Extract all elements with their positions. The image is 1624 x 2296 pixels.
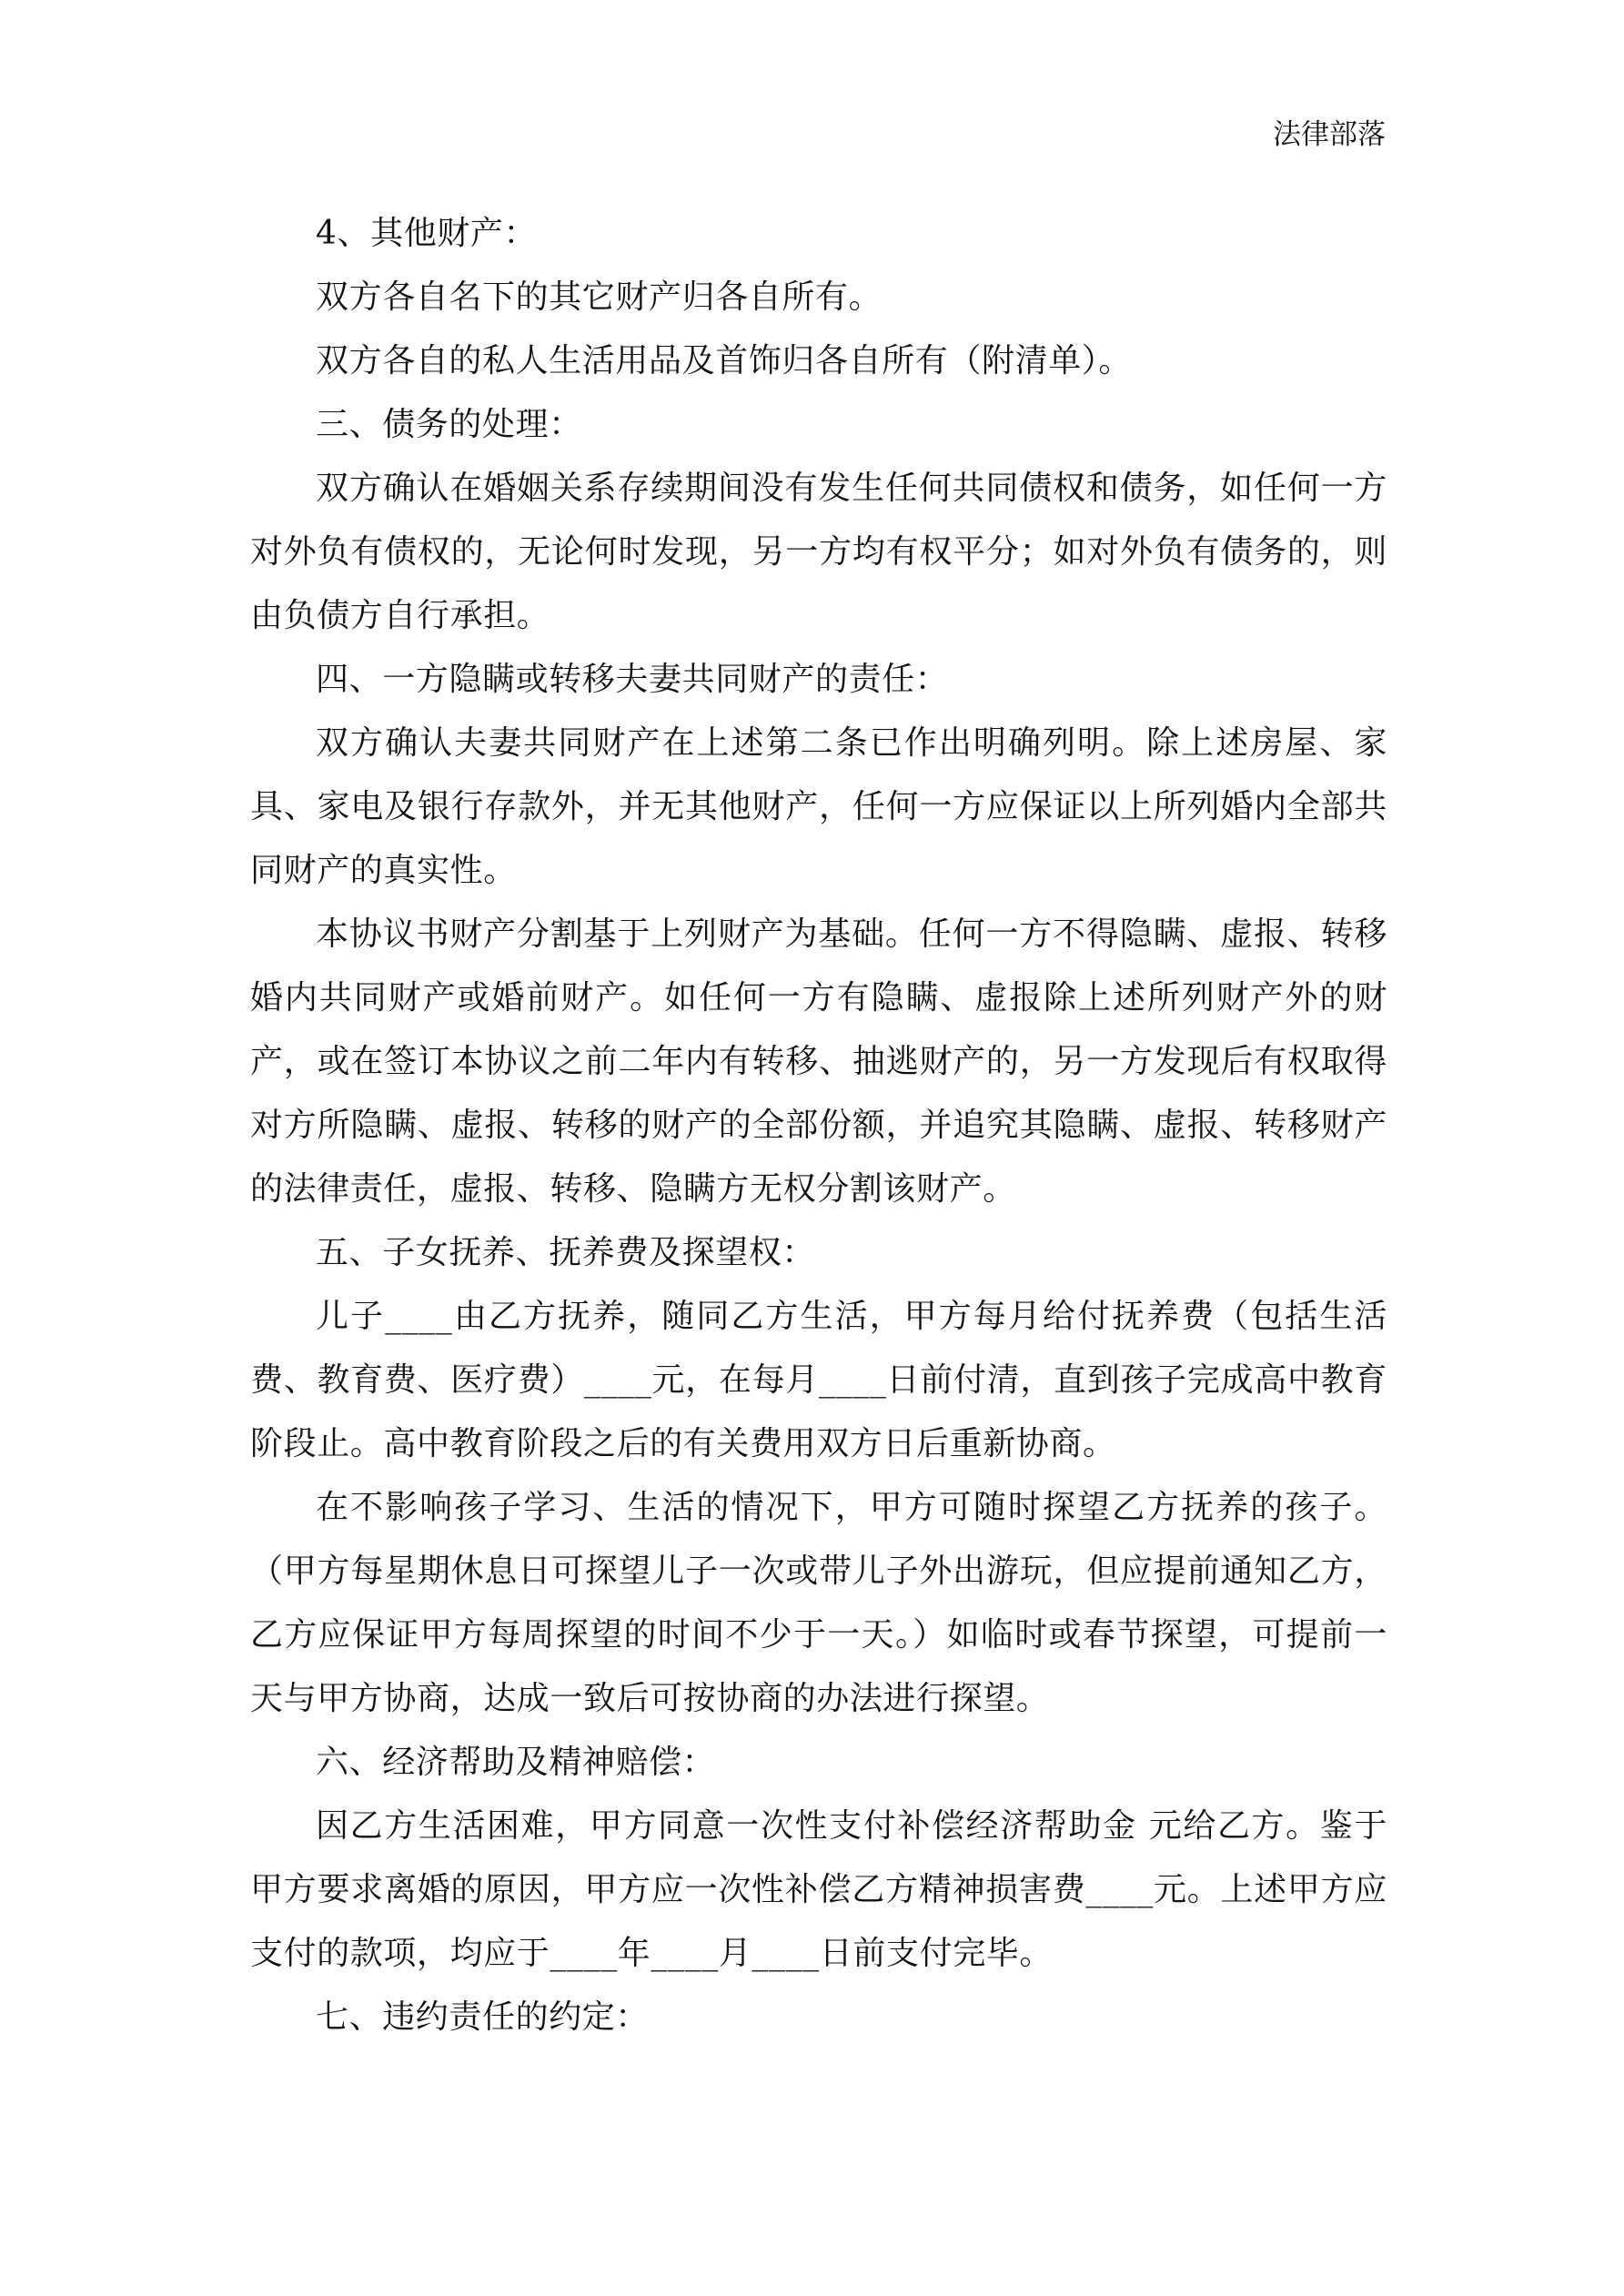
- paragraph: 双方各自名下的其它财产归各自所有。: [316, 278, 883, 316]
- paragraph: 儿子____由乙方抚养，随同乙方生活，甲方每月给付抚养费（包括生活费、教育费、医疗费）____元，在每月____日前付清，直到孩子完成高中教育阶段止。高中教育阶段之后的有关费用双方日后重新协商。: [250, 1298, 1387, 1462]
- section-heading-other-property: 4、其他财产：: [316, 215, 538, 252]
- paragraph: 双方确认夫妻共同财产在上述第二条已作出明确列明。除上述房屋、家具、家电及银行存款外，并无其他财产，任何一方应保证以上所列婚内全部共同财产的真实性。: [250, 724, 1387, 889]
- paragraph: 双方确认在婚姻关系存续期间没有发生任何共同债权和债务，如任何一方对外负有债权的，无论何时发现，另一方均有权平分；如对外负有债务的，则由负债方自行承担。: [250, 470, 1387, 634]
- document-body: [250, 202, 1387, 2049]
- paragraph: 因乙方生活困难，甲方同意一次性支付补偿经济帮助金 元给乙方。鉴于甲方要求离婚的原因，甲方应一次性补偿乙方精神损害费____元。上述甲方应支付的款项，均应于____年____月____日前支付完毕。: [250, 1807, 1387, 1972]
- section-heading-child-custody: 五、子女抚养、抚养费及探望权：: [316, 1234, 816, 1271]
- paragraph: 双方各自的私人生活用品及首饰归各自所有（附清单）。: [316, 342, 1133, 379]
- section-heading-compensation: 六、经济帮助及精神赔偿：: [316, 1744, 716, 1781]
- section-heading-debts: 三、债务的处理：: [316, 406, 582, 443]
- header-mark: 法律部落: [1273, 118, 1386, 151]
- paragraph: 本协议书财产分割基于上列财产为基础。任何一方不得隐瞒、虚报、转移婚内共同财产或婚前财产。如任何一方有隐瞒、虚报除上述所列财产外的财产，或在签订本协议之前二年内有转移、抽逃财产的，另一方发现后有权取得对方所隐瞒、虚报、转移的财产的全部份额，并追究其隐瞒、虚报、转移财产的法律责任，虚报、转移、隐瞒方无权分割该财产。: [250, 915, 1387, 1208]
- section-heading-breach: 七、违约责任的约定：: [316, 1998, 650, 2036]
- section-heading-concealment: 四、一方隐瞒或转移夫妻共同财产的责任：: [316, 661, 949, 698]
- paragraph: 在不影响孩子学习、生活的情况下，甲方可随时探望乙方抚养的孩子。（甲方每星期休息日可探望儿子一次或带儿子外出游玩，但应提前通知乙方，乙方应保证甲方每周探望的时间不少于一天。）如临时或春节探望，可提前一天与甲方协商，达成一致后可按协商的办法进行探望。: [250, 1489, 1387, 1717]
